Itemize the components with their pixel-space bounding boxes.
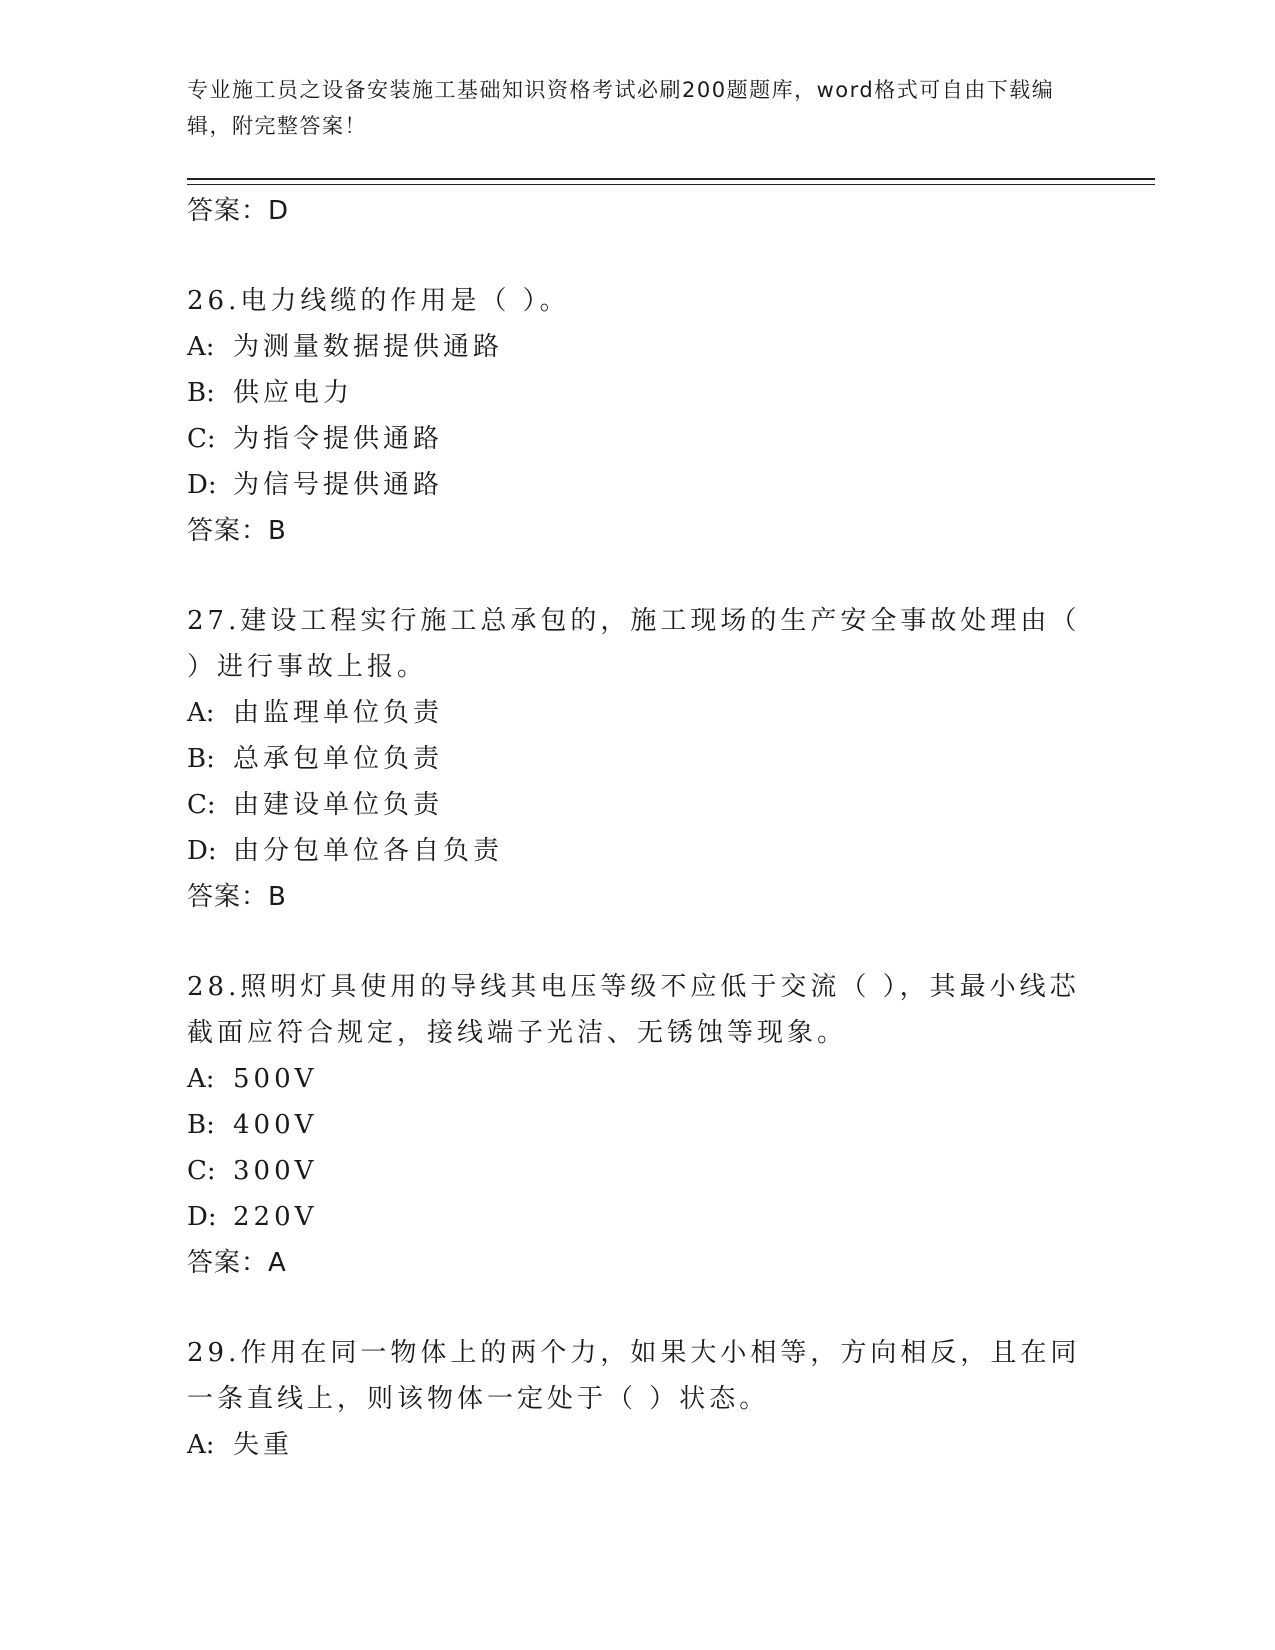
option-text: 由建设单位负责 — [233, 790, 444, 820]
question-26-text: 26.电力线缆的作用是（ ）。 — [187, 286, 570, 316]
answer-25: 答案：D — [187, 196, 290, 226]
option-text: 供应电力 — [233, 378, 354, 408]
option-text: 为指令提供通路 — [233, 424, 444, 454]
question-29-text: 29.作用在同一物体上的两个力，如果大小相等，方向相反，且在同一条直线上，则该物体一定处于（ ）状态。 — [187, 1338, 1081, 1414]
option-text: 由分包单位各自负责 — [233, 836, 504, 866]
option-text: 500V — [233, 1064, 318, 1094]
question-27-option-c — [187, 782, 1087, 828]
question-28-option-d — [187, 1194, 1087, 1240]
question-27-option-b — [187, 736, 1087, 782]
question-27-text: 27.建设工程实行施工总承包的，施工现场的生产安全事故处理由（ ）进行事故上报。 — [187, 606, 1081, 682]
question-28-text: 28.照明灯具使用的导线其电压等级不应低于交流（ ），其最小线芯截面应符合规定，接线端子光洁、无锈蚀等现象。 — [187, 972, 1080, 1048]
option-text: 总承包单位负责 — [233, 744, 444, 774]
option-letter: A: — [187, 1430, 215, 1460]
page-header: 专业施工员之设备安装施工基础知识资格考试必刷200题题库，word格式可自由下载编辑，附完整答案！ — [187, 78, 1055, 138]
option-text: 400V — [233, 1110, 318, 1140]
option-text: 300V — [233, 1156, 318, 1186]
option-letter: B: — [187, 744, 215, 774]
option-letter: A: — [187, 698, 215, 728]
option-letter: C: — [187, 790, 216, 820]
option-letter: A: — [187, 332, 215, 362]
option-text: 为信号提供通路 — [233, 470, 444, 500]
option-letter: A: — [187, 1064, 215, 1094]
option-text: 失重 — [233, 1430, 294, 1460]
header-divider — [187, 178, 1155, 185]
answer-28: 答案：A — [187, 1248, 287, 1278]
question-26-option-d — [187, 462, 1087, 508]
option-text: 为测量数据提供通路 — [233, 332, 504, 362]
question-28-option-a — [187, 1056, 1087, 1102]
option-letter: B: — [187, 1110, 215, 1140]
option-letter: C: — [187, 1156, 216, 1186]
question-list — [187, 188, 1087, 1468]
option-letter: D: — [187, 1202, 217, 1232]
answer-26: 答案：B — [187, 516, 287, 546]
question-27-option-d — [187, 828, 1087, 874]
option-text: 由监理单位负责 — [233, 698, 444, 728]
question-28-option-b — [187, 1102, 1087, 1148]
option-letter: D: — [187, 470, 217, 500]
question-26-option-b — [187, 370, 1087, 416]
option-letter: D: — [187, 836, 217, 866]
option-text: 220V — [233, 1202, 318, 1232]
answer-27: 答案：B — [187, 882, 287, 912]
option-letter: B: — [187, 378, 215, 408]
question-27-option-a — [187, 690, 1087, 736]
question-28-option-c — [187, 1148, 1087, 1194]
question-26-option-c — [187, 416, 1087, 462]
option-letter: C: — [187, 424, 216, 454]
question-29-option-a — [187, 1422, 1087, 1468]
question-26-option-a — [187, 324, 1087, 370]
